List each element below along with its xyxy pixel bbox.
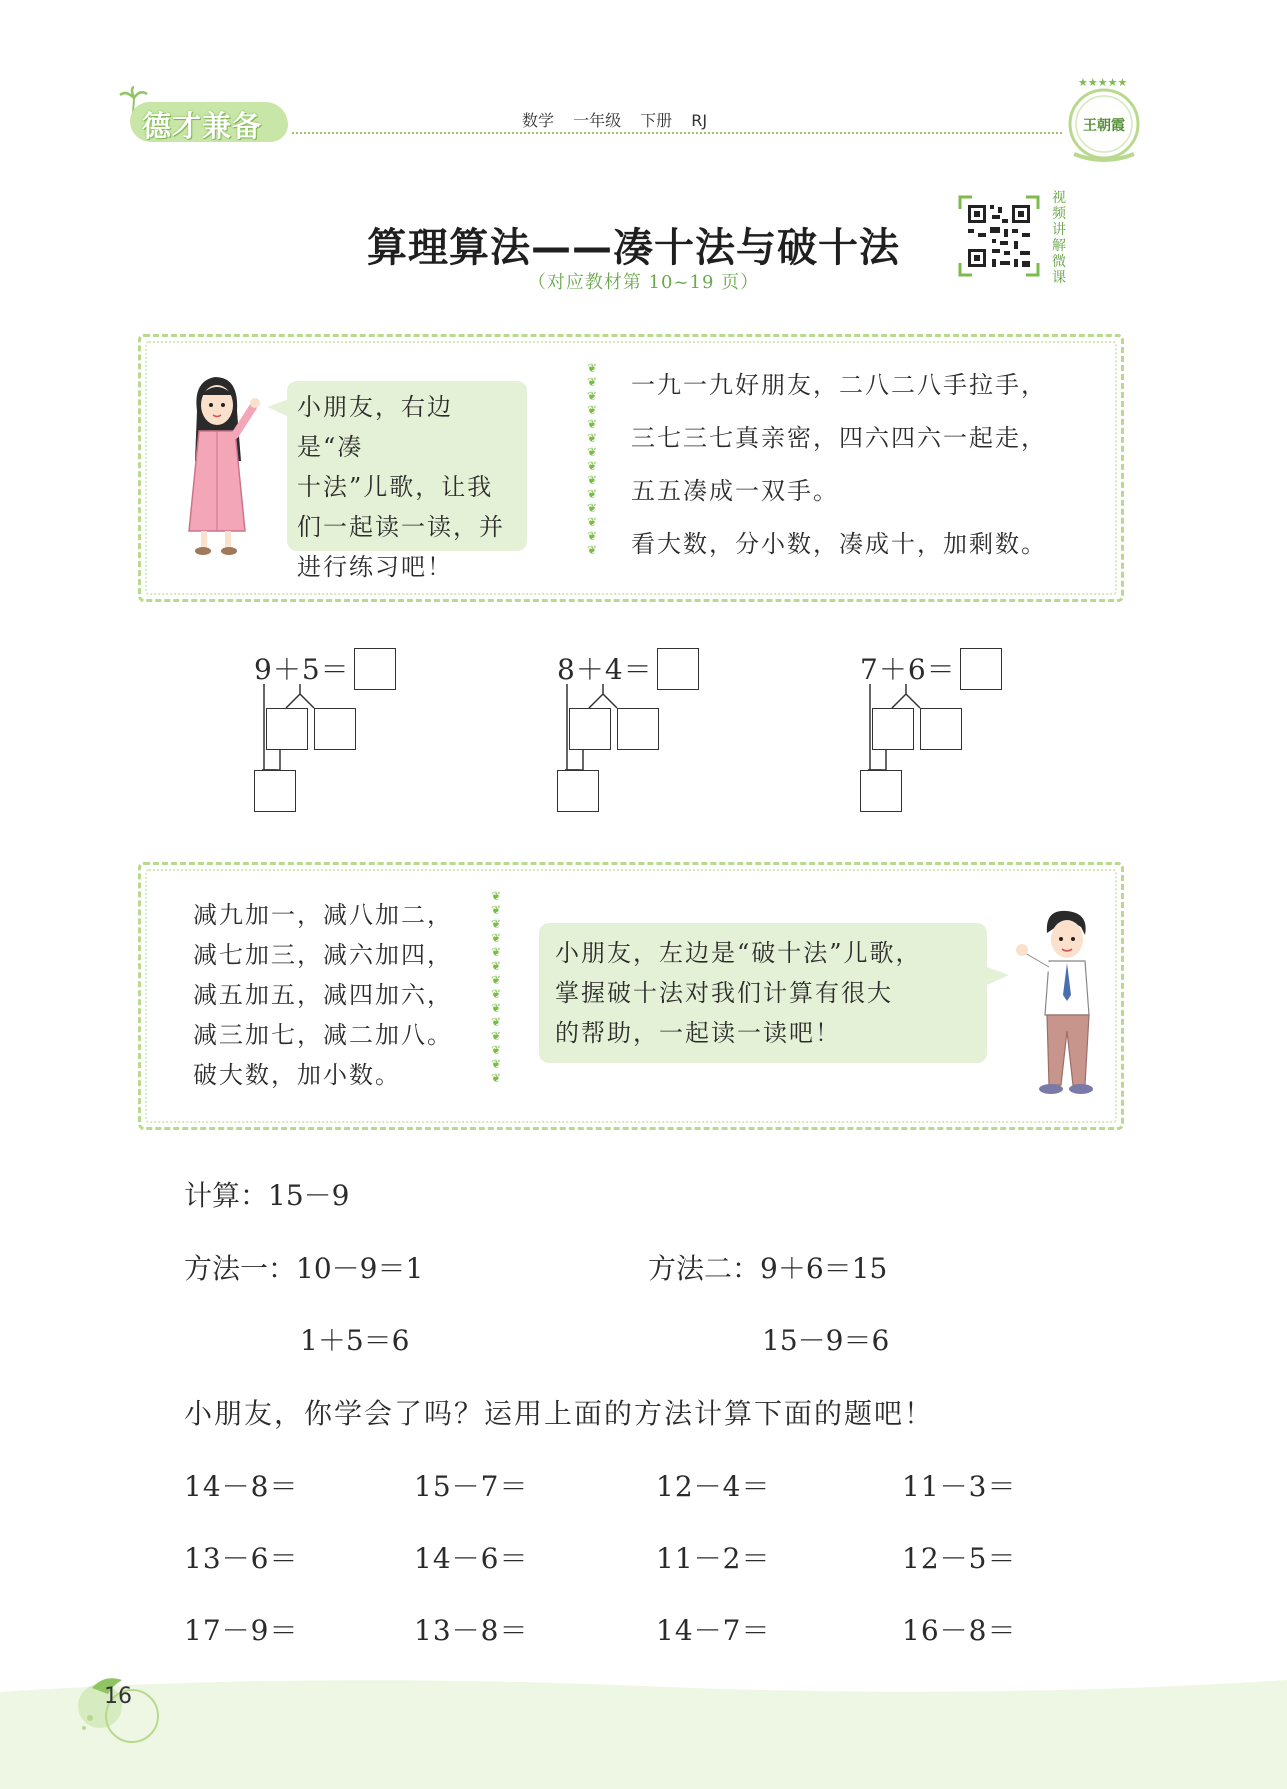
method-one: 方法一：10－9＝1 xyxy=(184,1252,424,1285)
svg-text:王朝霞: 王朝霞 xyxy=(1083,118,1125,134)
decomposition-exercise-2 xyxy=(553,646,713,816)
sum-box[interactable] xyxy=(557,770,599,812)
exercise-item[interactable]: 11－2＝ xyxy=(656,1542,771,1575)
decomposition-exercise-3 xyxy=(856,646,1016,816)
exercise-item[interactable]: 11－3＝ xyxy=(902,1470,1017,1503)
makeup-ten-panel xyxy=(138,334,1124,602)
vine-divider: ❦ ❦ ❦ ❦ ❦ ❦ ❦ ❦ ❦ ❦ ❦ ❦ ❦ ❦ xyxy=(490,889,502,1085)
header-divider xyxy=(292,132,1062,134)
exercise-item[interactable]: 14－6＝ xyxy=(414,1542,529,1575)
sum-box[interactable] xyxy=(860,770,902,812)
footer-wave xyxy=(0,1672,1287,1789)
exercise-item[interactable]: 13－6＝ xyxy=(184,1542,299,1575)
speech-bubble: 小朋友，右边是“凑 十法”儿歌，让我 们一起读一读，并 进行练习吧！ xyxy=(287,381,527,551)
boy-illustration xyxy=(1011,905,1111,1105)
method-two: 方法二：9＋6＝15 xyxy=(648,1252,888,1285)
logo-text: 德才兼备 xyxy=(142,109,263,143)
bubble-tail xyxy=(987,965,1009,987)
practice-intro: 小朋友，你学会了吗？运用上面的方法计算下面的题吧！ xyxy=(184,1397,935,1430)
exercise-item[interactable]: 15－7＝ xyxy=(414,1470,529,1503)
exercise-item[interactable]: 12－5＝ xyxy=(902,1542,1017,1575)
sum-box[interactable] xyxy=(254,770,296,812)
break-ten-rhyme: 减九加一，减八加二， 减七加三，减六加四， 减五加五，减四加六， 减三加七，减二加八。 破大数，加小数。 xyxy=(193,901,453,1089)
exercise-item[interactable]: 13－8＝ xyxy=(414,1614,529,1647)
equation-text: 9＋5＝ xyxy=(254,653,350,686)
page-subtitle: （对应教材第 10~19 页） xyxy=(527,272,760,293)
page-number: 16 xyxy=(104,1684,132,1709)
qr-code-icon[interactable] xyxy=(958,195,1040,277)
equation-text: 7＋6＝ xyxy=(860,653,956,686)
bubble-tail xyxy=(267,397,289,419)
split-box-left[interactable] xyxy=(266,708,308,750)
exercise-item[interactable]: 17－9＝ xyxy=(184,1614,299,1647)
speech-bubble: 小朋友，左边是“破十法”儿歌， 掌握破十法对我们计算有很大 的帮助，一起读一读吧！ xyxy=(539,923,987,1063)
split-box-right[interactable] xyxy=(920,708,962,750)
method-one-step-two: 1＋5＝6 xyxy=(300,1324,410,1357)
practice-grid xyxy=(184,1465,1084,1665)
exercise-item[interactable]: 12－4＝ xyxy=(656,1470,771,1503)
decomposition-exercise-1 xyxy=(250,646,410,816)
split-box-right[interactable] xyxy=(617,708,659,750)
exercise-item[interactable]: 16－8＝ xyxy=(902,1614,1017,1647)
page-title: 算理算法——凑十法与破十法 xyxy=(367,225,900,271)
break-ten-panel xyxy=(138,862,1124,1130)
split-box-left[interactable] xyxy=(569,708,611,750)
makeup-ten-rhyme: 一九一九好朋友，二八二八手拉手， 三七三七真亲密，四六四六一起走， 五五凑成一双手。 看大数，分小数，凑成十，加剩数。 xyxy=(631,371,1047,558)
vine-divider: ❦ ❦ ❦ ❦ ❦ ❦ ❦ ❦ ❦ ❦ ❦ ❦ ❦ ❦ xyxy=(586,361,598,557)
book-info: 数学 一年级 下册 RJ xyxy=(522,111,708,130)
publisher-seal xyxy=(1064,74,1144,166)
exercise-item[interactable]: 14－8＝ xyxy=(184,1470,299,1503)
split-box-right[interactable] xyxy=(314,708,356,750)
seal-icon xyxy=(1064,74,1144,166)
split-box-left[interactable] xyxy=(872,708,914,750)
example-prompt: 计算：15－9 xyxy=(184,1179,350,1212)
girl-illustration xyxy=(175,371,265,557)
method-two-step-two: 15－9＝6 xyxy=(762,1324,890,1357)
exercise-item[interactable]: 14－7＝ xyxy=(656,1614,771,1647)
equation-text: 8＋4＝ xyxy=(557,653,653,686)
brand-logo xyxy=(118,86,290,144)
svg-text:★★★★★: ★★★★★ xyxy=(1078,76,1128,89)
qr-label: 视 频 讲 解 微 课 xyxy=(1052,190,1066,286)
